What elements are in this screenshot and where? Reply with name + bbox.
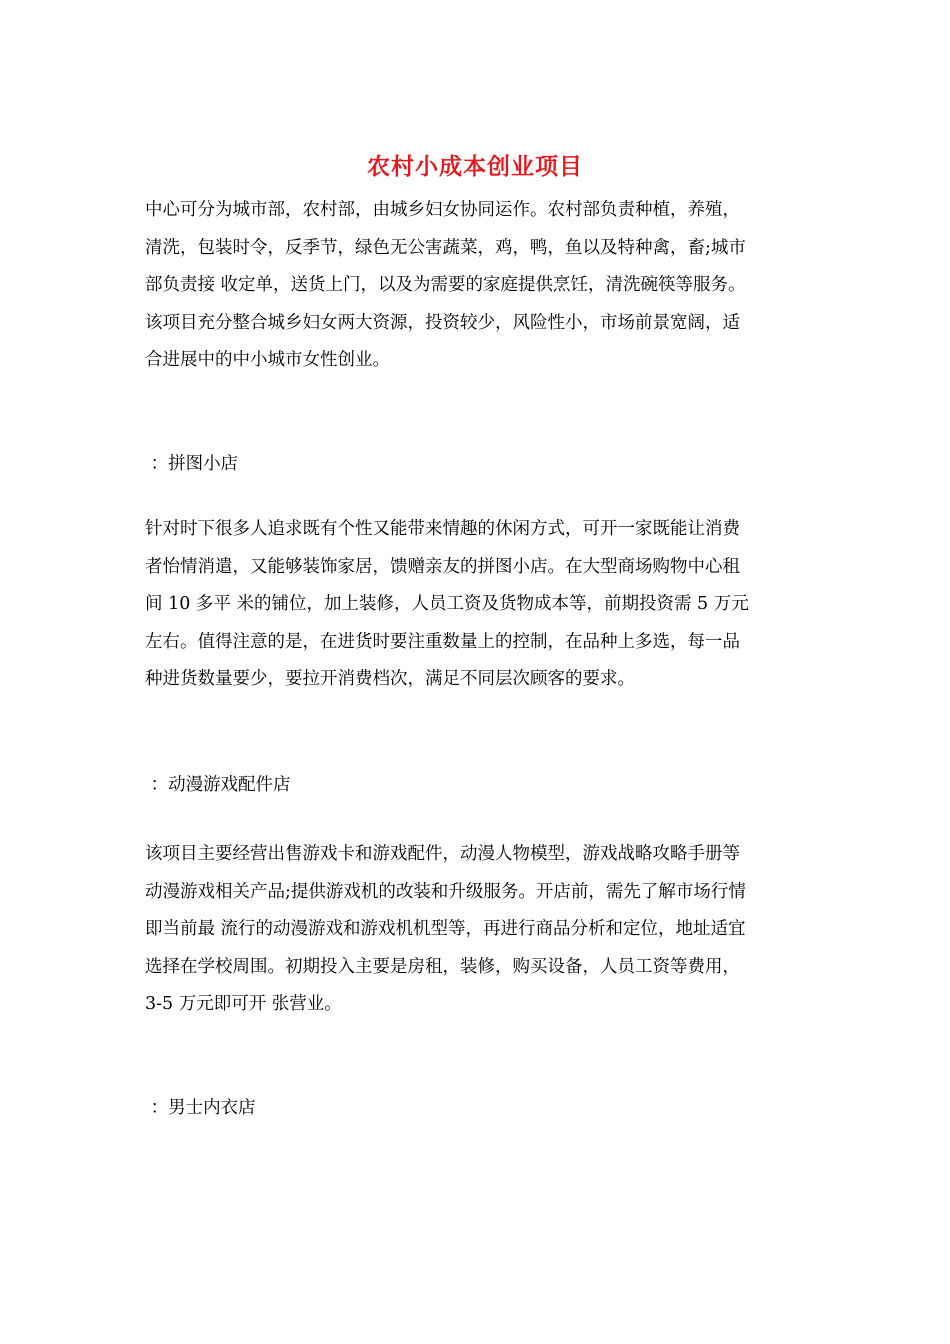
paragraph-line: 动漫游戏相关产品;提供游戏机的改装和升级服务。开店前，需先了解市场行情	[145, 881, 746, 902]
document-title: 农村小成本创业项目	[367, 154, 583, 180]
anime-game-shop-paragraph	[145, 836, 807, 1024]
paragraph-line: 间 10 多平 米的铺位，加上装修，人员工资及货物成本等，前期投资需 5 万元	[145, 594, 749, 614]
paragraph-line: 针对时下很多人追求既有个性又能带来情趣的休闲方式，可开一家既能让消费	[145, 519, 740, 539]
paragraph-line: 合进展中的中小城市女性创业。	[145, 350, 390, 370]
paragraph-line: 3-5 万元即可开 张营业。	[145, 994, 342, 1014]
paragraph-line: 选择在学校周围。初期投入主要是房租，装修，购买设备，人员工资等费用，	[145, 956, 740, 977]
puzzle-shop-paragraph	[145, 511, 807, 699]
paragraph-line: 该项目主要经营出售游戏卡和游戏配件，动漫人物模型，游戏战略攻略手册等	[145, 844, 740, 864]
paragraph-line: 部负责接 收定单，送货上门，以及为需要的家庭提供烹饪，清洗碗筷等服务。	[145, 275, 746, 295]
paragraph-line: 清洗，包装时令，反季节，绿色无公害蔬菜，鸡，鸭，鱼以及特种禽，畜;城市	[145, 237, 746, 258]
intro-paragraph	[145, 192, 807, 380]
paragraph-line: 中心可分为城市部，农村部，由城乡妇女协同运作。农村部负责种植，养殖，	[145, 200, 740, 220]
paragraph-line: 种进货数量要少，要拉开消费档次，满足不同层次顾客的要求。	[145, 669, 635, 689]
paragraph-line: 左右。值得注意的是，在进货时要注重数量上的控制，在品种上多选，每一品	[145, 631, 740, 652]
section-heading-mens-underwear-shop: ：男士内衣店	[145, 1098, 256, 1118]
paragraph-line: 者怡情消遣，又能够装饰家居，馈赠亲友的拼图小店。在大型商场购物中心租	[145, 556, 740, 577]
section-heading-anime-game-shop: ：动漫游戏配件店	[145, 775, 291, 795]
paragraph-line: 即当前最 流行的动漫游戏和游戏机机型等，再进行商品分析和定位，地址适宜	[145, 919, 746, 939]
paragraph-line: 该项目充分整合城乡妇女两大资源，投资较少，风险性小，市场前景宽阔，适	[145, 312, 740, 333]
section-heading-puzzle-shop: ：拼图小店	[145, 454, 239, 474]
